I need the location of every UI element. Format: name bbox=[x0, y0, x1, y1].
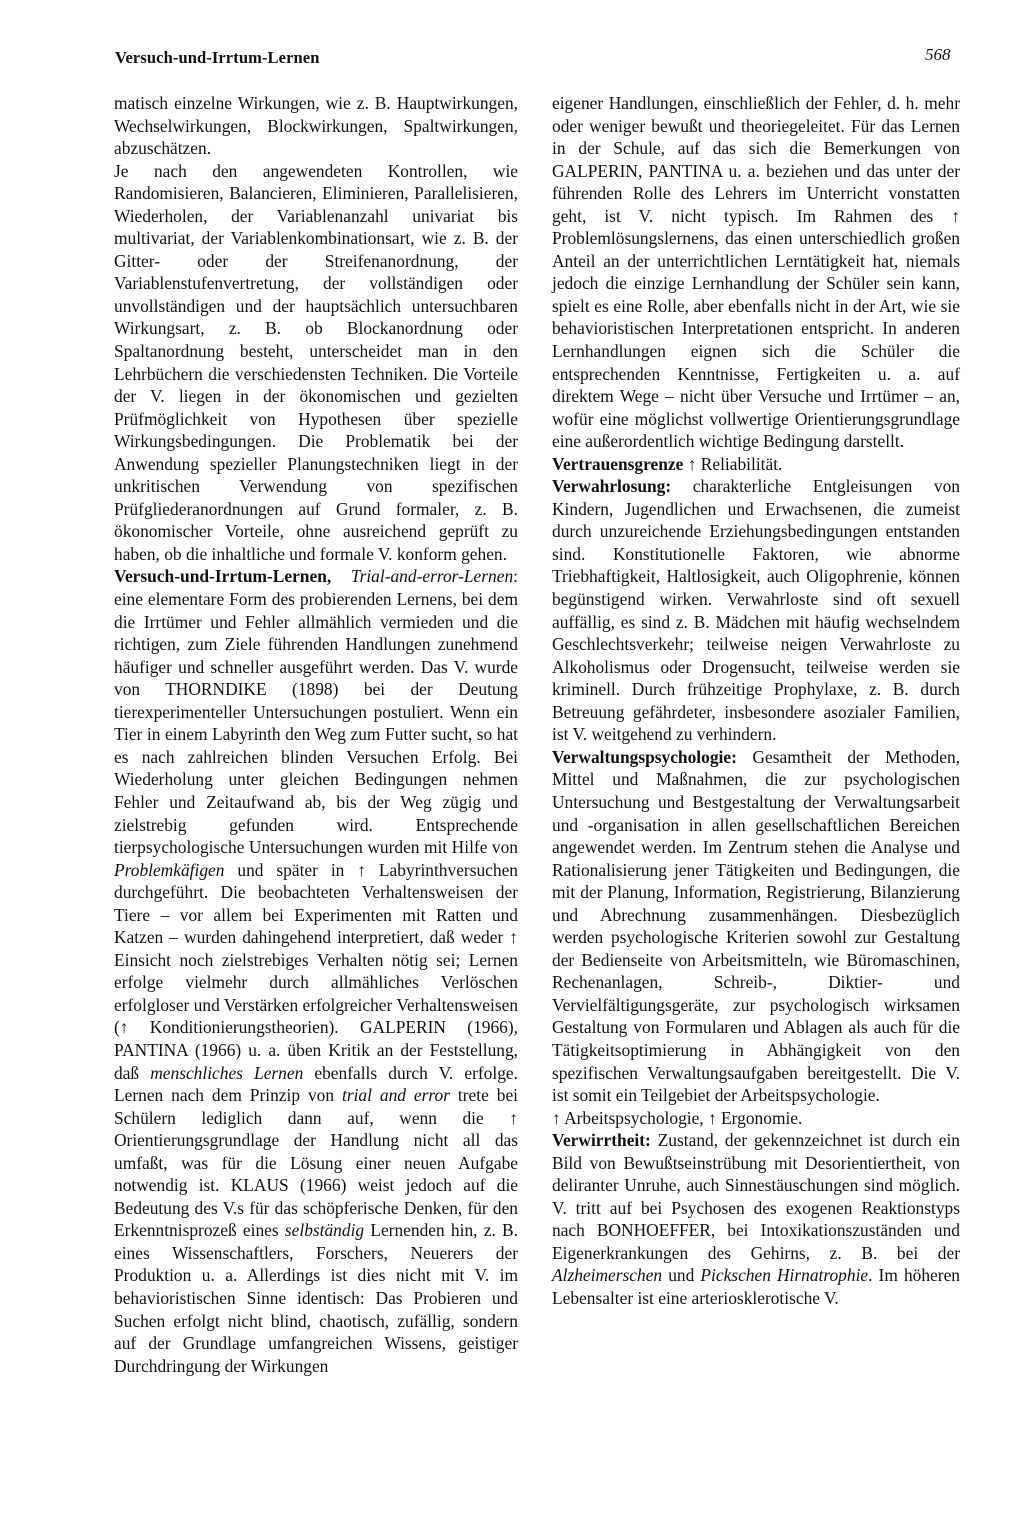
entry-term: Verwaltungspsychologie: bbox=[552, 746, 737, 767]
entry-term: Verwahrlosung: bbox=[552, 476, 672, 497]
left-column bbox=[114, 92, 518, 1377]
paragraph: eigener Handlungen, einschließlich der Fehler, d. h. mehr oder weniger bewußt und theoriegeleitet. Für das Lernen in der Schule, auf das sich die Bemerkungen von GALPERIN, PANTINA u. a. beziehen und das unter der führenden Rolle des Lehrers im Unterricht vonstatten geht, ist V. nicht typisch. Im Rahmen des ↑ Problemlösungslernens, das einen unterschiedlich großen Anteil an der unterrichtlichen Lerntätigkeit hat, niemals jedoch die einzige Lernhandlung der Schüler sein kann, spielt es eine Rolle, aber ebenfalls nicht in der Art, wie sie behavioristischen Interpretationen entspricht. In anderen Lernhandlungen eignen sich die Schüler die entsprechenden Kenntnisse, Fertigkeiten u. a. auf direktem Wege – nicht über Versuche und Irrtümer – an, wofür eine möglichst vollwertige Orientierungsgrundlage eine außerordentlich wichtige Bedingung darstellt. bbox=[552, 93, 960, 452]
entry-text: . Im höheren Lebensalter ist eine arteriosklerotische V. bbox=[552, 1265, 960, 1308]
entry-text: ebenfalls durch V. erfolge. Lernen nach dem Prinzip von bbox=[114, 1062, 518, 1106]
entry-verwaltungspsychologie bbox=[552, 746, 960, 1107]
entry-text: Lernenden hin, z. B. eines Wissenschaftlers, Forschers, Neuerers der Produktion u. a. Allerdings ist dies nicht mit V. im behavioristischen Sinne identisch: Das Probieren und Suchen erfolgt nicht blind, chaotisch, zufällig, sondern auf der Grundlage umfangreichen Wissens, geistiger Durchdringung der Wirkungen bbox=[114, 1220, 518, 1376]
emphasis: trial and error bbox=[342, 1085, 450, 1106]
entry-term: Vertrauensgrenze bbox=[552, 453, 684, 474]
entry-text: und später in ↑ Labyrinthversuchen durchgeführt. Die beobachteten Verhaltensweisen der Tiere – vor allem bei Experimenten mit Ratten und Katzen – wurden dahingehend interpretiert, daß weder ↑ Einsicht noch zielstrebiges Verhalten nötig sei; Lernen erfolge vielmehr durch allmähliches Verlöschen erfolgloser und Verstärken erfolgreicher Verhaltensweisen (↑ Konditionierungstheorien). GALPERIN (1966), PANTINA (1966) u. a. üben Kritik an der Feststellung, daß bbox=[114, 859, 519, 1083]
page-number: 568 bbox=[925, 45, 951, 64]
see-also-references: ↑ Arbeitspsychologie, ↑ Ergonomie. bbox=[552, 1107, 803, 1128]
emphasis: Problemkäfigen bbox=[114, 859, 225, 880]
emphasis: Pickschen Hirnatrophie bbox=[700, 1265, 869, 1286]
entry-verwahrlosung bbox=[552, 475, 960, 746]
entry-text: trete bei Schülern lediglich dann auf, wenn die ↑ Orientierungsgrundlage der Handlung nicht all das umfaßt, was für die Lösung einer neuen Aufgabe notwendig ist. KLAUS (1966) weist jedoch auf die Bedeutung des V.s für das schöpferische Denken, für den Erkenntnisprozeß eines bbox=[114, 1085, 518, 1241]
entry-text: : eine elementare Form des probierenden Lernens, bei dem die Irrtümer und Fehler allmählich vermieden und die richtigen, zum Ziele führenden Handlungen zunehmend häufiger und schneller ausgeführt werden. Das V. wurde von THORNDIKE (1898) bei der Deutung tierexperimenteller Untersuchungen postuliert. Wenn ein Tier in einem Labyrinth den Weg zum Futter sucht, so hat es nach zahlreichen blinden Versuchen Erfolg. Bei Wiederholung unter gleichen Bedingungen nehmen Fehler und Zeitaufwand ab, bis der Weg zügig und zielstrebig gefunden wird. Entsprechende tierpsychologische Untersuchungen wurden mit Hilfe von bbox=[114, 566, 518, 858]
emphasis: Alzheimerschen bbox=[552, 1265, 663, 1286]
entry-text: ↑ Reliabilität. bbox=[687, 453, 783, 474]
paragraph: Je nach den angewendeten Kontrollen, wie Randomisieren, Balancieren, Eliminieren, Parallelisieren, Wiederholen, der Variablenanzahl univariat bis multivariat, der Variablenkombinationsart, wie z. B. der Gitter- oder der Streifenanordnung, der Variablenstufenvertretung, der vollständigen oder unvollständigen und der hauptsächlich untersuchbaren Wirkungsart, z. B. ob Blockanordnung oder Spaltanordnung besteht, unterscheidet man in den Lehrbüchern die verschiedensten Techniken. Die Vorteile der V. liegen in der ökonomischen und gezielten Prüfmöglichkeit von Hypothesen über spezielle Wirkungsbedingungen. Die Problematik bei der Anwendung spezieller Planungstechniken liegt in der unkritischen Verwendung von spezifischen Prüfgliederanordnungen auf Grund formaler, z. B. ökonomischer Vorteile, ohne ausreichend geprüft zu haben, ob die inhaltliche und formale V. konform gehen. bbox=[114, 160, 518, 564]
entry-text: und bbox=[668, 1265, 695, 1286]
entry-term: Verwirrtheit: bbox=[552, 1130, 651, 1151]
paragraph: matisch einzelne Wirkungen, wie z. B. Hauptwirkungen, Wechselwirkungen, Blockwirkungen, Spaltwirkungen, abzuschätzen. bbox=[114, 93, 518, 159]
running-title: Versuch-und-Irrtum-Lernen bbox=[115, 48, 320, 67]
right-column bbox=[552, 92, 960, 1310]
emphasis: menschliches Lernen bbox=[150, 1062, 304, 1083]
entry-versuch-und-irrtum-lernen bbox=[114, 565, 518, 1377]
entry-text: Zustand, der gekennzeichnet ist durch ein Bild von Bewußtseinstrübung mit Desorientiertheit, von deliranter Unruhe, auch Sinnestäuschungen sind möglich. V. tritt auf bei Psychosen des exogenen Reaktionstyps nach BONHOEFFER, bei Intoxikationszuständen und Eigenerkrankungen des Gehirns, z. B. bei der bbox=[552, 1130, 960, 1263]
entry-term: Versuch-und-Irrtum-Lernen, bbox=[114, 566, 332, 587]
entry-english-term: Trial-and-error-Lernen bbox=[350, 566, 514, 587]
entry-text: Gesamtheit der Methoden, Mittel und Maßnahmen, die zur psychologischen Untersuchung und Bestgestaltung der Verwaltungsarbeit und -organisation in allen gesellschaftlichen Bereichen angewendet werden. Im Zentrum stehen die Analyse und Rationalisierung jener Tätigkeiten und Bedingungen, die mit der Planung, Information, Registrierung, Bilanzierung und Abrechnung zusammenhängen. Diesbezüglich werden psychologische Kriterien sowohl zur Gestaltung der Bedienseite von Arbeitsmitteln, wie Büromaschinen, Rechenanlagen, Schreib-, Diktier- und Vervielfältigungsgeräte, zur psychologisch wirksamen Gestaltung von Formularen und Ablagen als auch für die Tätigkeitsoptimierung in Abhängigkeit von den spezifischen Verwaltungsaufgaben bereitgestellt. Die V. ist somit ein Teilgebiet der Arbeitspsychologie. bbox=[552, 746, 960, 1106]
entry-text: charakterliche Entgleisungen von Kindern, Jugendlichen und Erwachsenen, die zumeist durch unzureichende Erziehungsbedingungen entstanden sind. Konstitutionelle Faktoren, wie abnorme Triebhaftigkeit, Haltlosigkeit, auch Oligophrenie, können begünstigend wirken. Verwahrloste sind oft sexuell auffällig, es sind z. B. Mädchen mit häufig wechselndem Geschlechtsverkehr; teilweise neigen Verwahrloste zu Alkoholismus oder Drogensucht, teilweise werden sie kriminell. Durch frühzeitige Prophylaxe, z. B. durch Betreuung gefährdeter, insbesondere asozialer Familien, ist V. weitgehend zu verhindern. bbox=[552, 476, 960, 745]
entry-verwirrtheit bbox=[552, 1129, 960, 1309]
emphasis: selbständig bbox=[284, 1220, 365, 1241]
entry-vertrauensgrenze bbox=[552, 453, 960, 476]
